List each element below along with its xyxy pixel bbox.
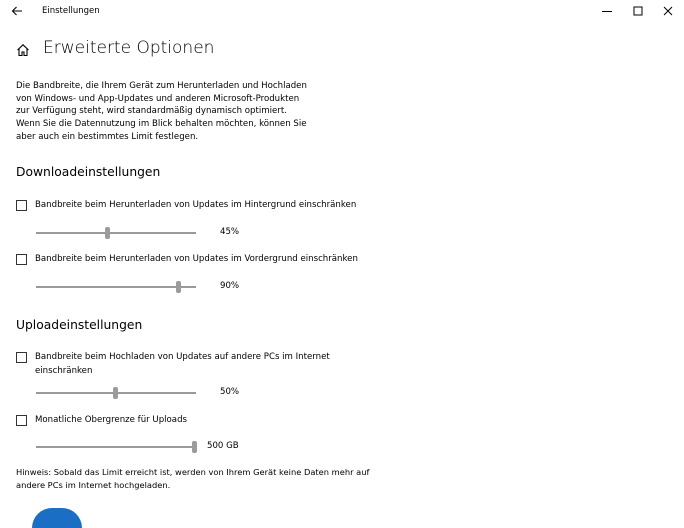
monthly-upload-label[interactable]: Monatliche Obergrenze für Uploads [35, 415, 187, 425]
slider-thumb[interactable] [113, 387, 118, 399]
upload-section-title: Uploadeinstellungen [16, 318, 143, 332]
upload-bandwidth-label-line: einschränken [35, 365, 93, 376]
monthly-upload-checkbox[interactable] [16, 415, 27, 426]
upload-bandwidth-slider[interactable] [36, 387, 196, 399]
foreground-download-label[interactable]: Bandbreite beim Herunterladen von Updates im Vordergrund einschränken [35, 254, 358, 264]
intro-text [16, 80, 336, 144]
upload-bandwidth-checkbox[interactable] [16, 352, 27, 363]
background-download-value: 45% [220, 227, 240, 237]
download-section-title: Downloadeinstellungen [16, 165, 161, 179]
upload-bandwidth-label-line: Bandbreite beim Hochladen von Updates auf andere PCs im Internet [35, 352, 330, 362]
page-title: Erweiterte Optionen [43, 38, 215, 58]
foreground-download-slider[interactable] [36, 281, 196, 293]
partial-accent-shape [32, 508, 82, 528]
intro-line: Wenn Sie die Datennutzung im Blick behalten möchten, können Sie [16, 119, 307, 130]
slider-track [36, 232, 196, 234]
maximize-icon [633, 6, 643, 16]
minimize-button[interactable] [590, 0, 624, 22]
upload-hint [16, 466, 396, 492]
slider-thumb[interactable] [176, 281, 181, 293]
slider-thumb[interactable] [192, 441, 197, 453]
minimize-icon [602, 6, 612, 16]
home-icon[interactable] [16, 42, 30, 56]
hint-line: Hinweis: Sobald das Limit erreicht ist, werden von Ihrem Gerät keine Daten mehr auf [16, 467, 370, 477]
intro-line: aber auch ein bestimmtes Limit festlegen. [16, 131, 199, 142]
upload-bandwidth-label[interactable] [35, 351, 375, 378]
maximize-button[interactable] [621, 0, 655, 22]
title-bar [0, 0, 684, 22]
monthly-upload-slider[interactable] [36, 441, 196, 453]
intro-line: von Windows- und App-Updates und anderen Microsoft-Produkten [16, 93, 300, 104]
back-arrow-icon[interactable] [10, 3, 24, 17]
slider-track [36, 286, 196, 288]
monthly-upload-value: 500 GB [207, 441, 239, 451]
slider-thumb[interactable] [105, 227, 110, 239]
foreground-download-value: 90% [220, 281, 240, 291]
background-download-slider[interactable] [36, 227, 196, 239]
slider-track [36, 446, 196, 448]
close-icon [663, 6, 673, 16]
background-download-checkbox[interactable] [16, 200, 27, 211]
background-download-label[interactable]: Bandbreite beim Herunterladen von Updates im Hintergrund einschränken [35, 200, 357, 210]
hint-line: andere PCs im Internet hochgeladen. [16, 480, 171, 490]
foreground-download-checkbox[interactable] [16, 254, 27, 265]
close-button[interactable] [651, 0, 684, 22]
intro-line: zur Verfügung steht, wird standardmäßig dynamisch optimiert. [16, 106, 287, 117]
app-title: Einstellungen [42, 6, 100, 16]
intro-line: Die Bandbreite, die Ihrem Gerät zum Herunterladen und Hochladen [16, 81, 307, 91]
upload-bandwidth-value: 50% [220, 387, 240, 397]
